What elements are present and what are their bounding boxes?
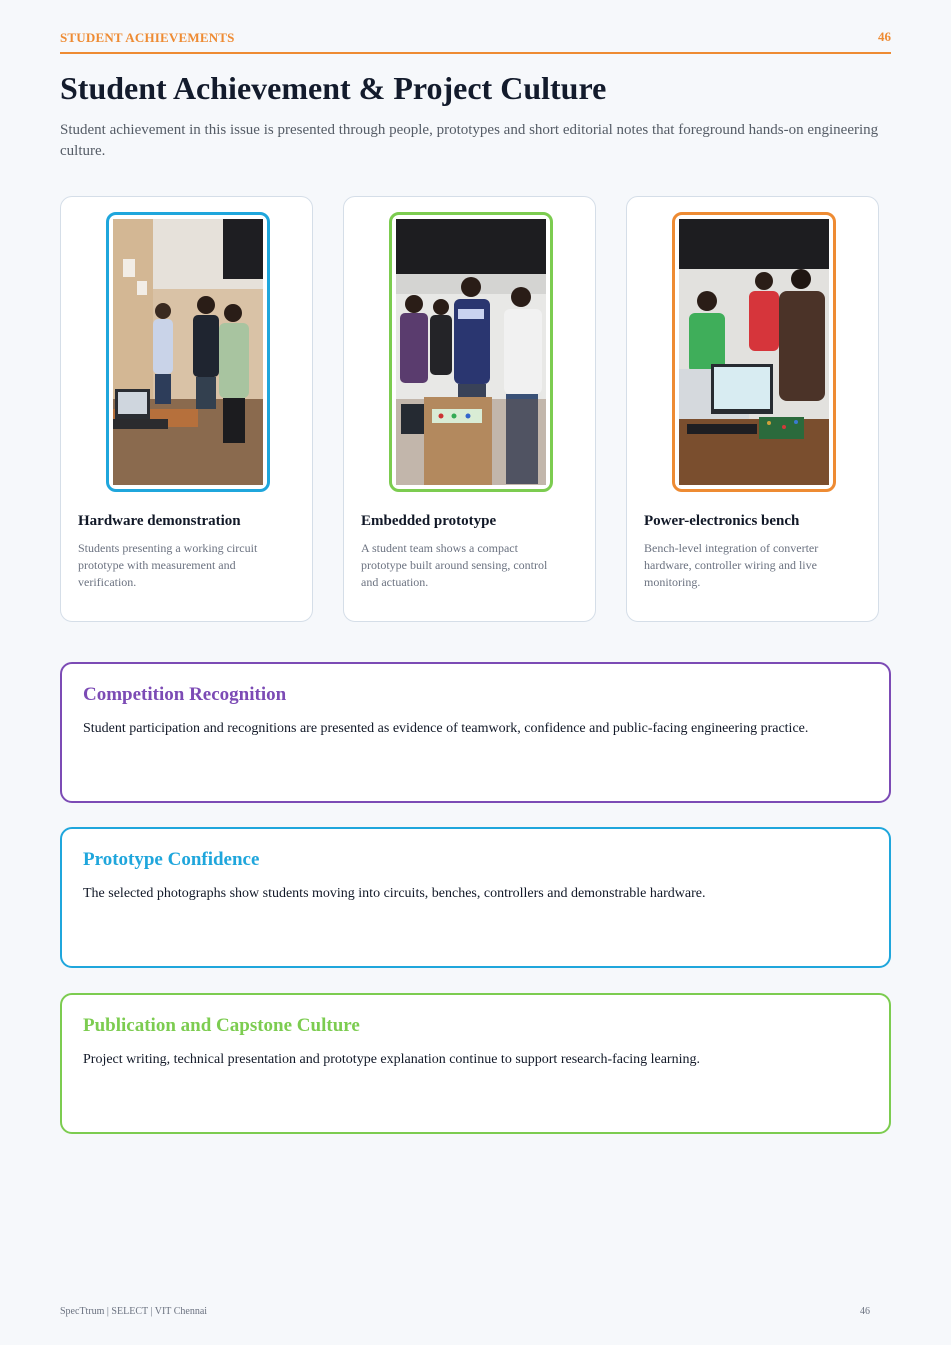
intro-paragraph: Student achievement in this issue is presented through people, prototypes and short editorial notes that foreground hands-on engineering culture. bbox=[60, 122, 879, 159]
photo-card bbox=[343, 196, 596, 622]
power-electronics-bench-photo bbox=[672, 212, 836, 492]
note-body: Student participation and recognitions are presented as evidence of teamwork, confidence and public-facing engineering practice. bbox=[83, 721, 809, 736]
note-body: The selected photographs show students moving into circuits, benches, controllers and demonstrable hardware. bbox=[83, 886, 706, 901]
card-description: Bench-level integration of converter hardware, controller wiring and live monitoring. bbox=[644, 541, 819, 589]
embedded-prototype-photo bbox=[389, 212, 553, 492]
page-title: Student Achievement & Project Culture bbox=[60, 70, 607, 106]
publication-capstone-note bbox=[60, 993, 891, 1134]
header-page-number: 46 bbox=[878, 29, 891, 44]
running-header bbox=[60, 30, 891, 54]
note-title: Publication and Capstone Culture bbox=[83, 1015, 360, 1036]
note-body: Project writing, technical presentation and prototype explanation continue to support research-facing learning. bbox=[83, 1052, 700, 1067]
note-title: Competition Recognition bbox=[83, 684, 287, 705]
footer-publication: SpecTtrum | SELECT | VIT Chennai bbox=[60, 1306, 208, 1317]
card-title: Power-electronics bench bbox=[644, 513, 800, 529]
section-label: STUDENT ACHIEVEMENTS bbox=[60, 30, 235, 45]
photo-card bbox=[626, 196, 879, 622]
competition-recognition-note bbox=[60, 662, 891, 803]
hardware-demonstration-photo bbox=[106, 212, 270, 492]
card-description: Students presenting a working circuit prototype with measurement and verification. bbox=[78, 541, 258, 589]
photo-card bbox=[60, 196, 313, 622]
card-description: A student team shows a compact prototype built around sensing, control and actuation. bbox=[361, 541, 548, 589]
prototype-confidence-note bbox=[60, 827, 891, 968]
note-title: Prototype Confidence bbox=[83, 849, 260, 870]
footer-page-number: 46 bbox=[860, 1306, 870, 1317]
card-title: Hardware demonstration bbox=[78, 513, 241, 529]
card-title: Embedded prototype bbox=[361, 513, 497, 529]
